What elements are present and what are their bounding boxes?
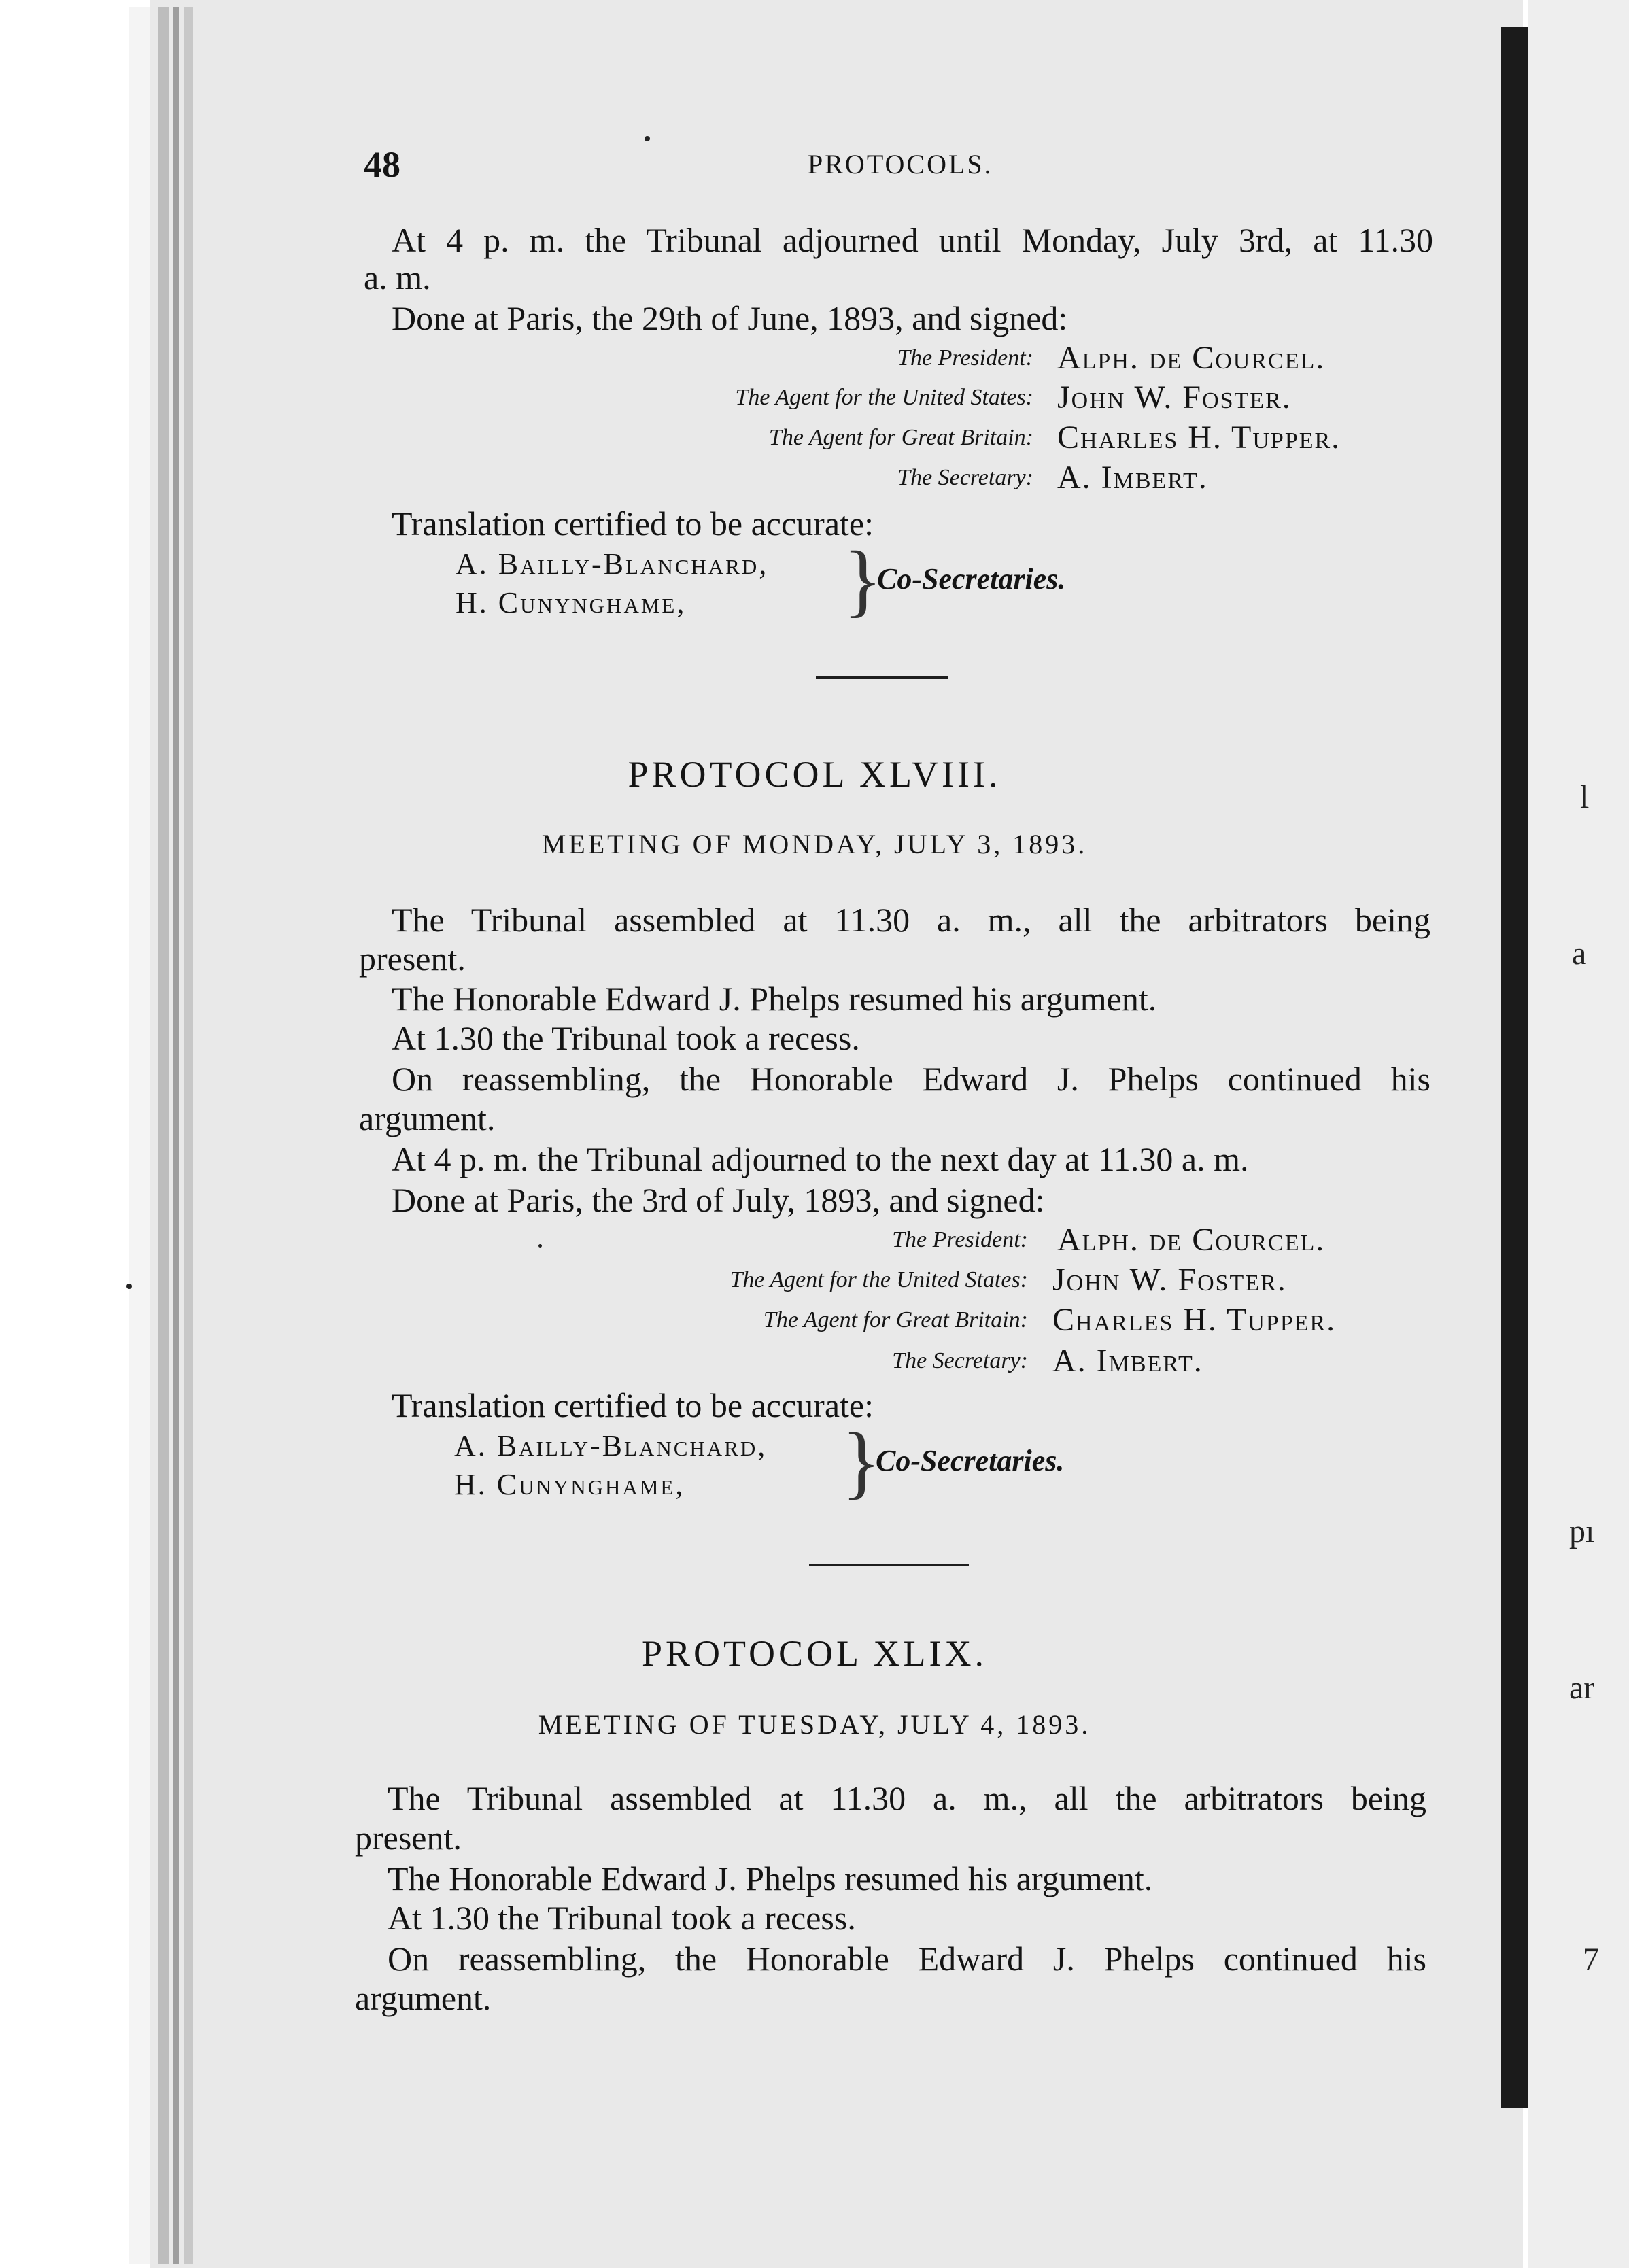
scan-speck [645, 136, 650, 141]
body-line: present. [355, 1819, 462, 1857]
co-secretary-name: H. Cunynghame, [454, 1468, 685, 1501]
signatory-role: The Agent for Great Britain: [768, 425, 1033, 450]
co-secretaries-label: Co-Secretaries. [876, 1444, 1065, 1477]
facing-page-fragment: a [1572, 935, 1587, 972]
translation-line: Translation certified to be accurate: [392, 1386, 874, 1424]
scan-speck [126, 1284, 132, 1289]
co-secretary-name: A. Bailly-Blanchard, [454, 1429, 768, 1462]
co-secretaries-label: Co-Secretaries. [877, 562, 1066, 596]
co-secretary-name: H. Cunynghame, [456, 586, 687, 619]
signatory-name: A. Imbert. [1052, 1343, 1203, 1379]
page-number: 48 [364, 144, 400, 185]
meeting-date-heading: MEETING OF TUESDAY, JULY 4, 1893. [538, 1709, 1091, 1740]
page-stack-edge [158, 7, 169, 2264]
co-secretary-name: A. Bailly-Blanchard, [456, 547, 769, 581]
facing-page-fragment: l [1580, 779, 1590, 815]
brace-glyph: } [843, 534, 882, 625]
facing-page-fragment: ar [1569, 1670, 1595, 1706]
signatory-name: A. Imbert. [1057, 460, 1208, 496]
facing-page-fragment: 7 [1583, 1942, 1599, 1978]
body-line: argument. [355, 1979, 492, 2017]
signatory-name: Charles H. Tupper. [1052, 1302, 1337, 1338]
body-line: present. [359, 940, 466, 978]
body-line: At 4 p. m. the Tribunal adjourned until Monday, July 3rd, at 11.30 [392, 221, 1433, 259]
signatory-role: The Agent for the United States: [735, 385, 1033, 410]
body-line: At 1.30 the Tribunal took a recess. [388, 1899, 856, 1937]
section-divider [809, 1564, 969, 1566]
body-line: On reassembling, the Honorable Edward J. Phelps continued his [392, 1060, 1430, 1098]
facing-page [1528, 0, 1629, 2268]
protocol-title: PROTOCOL XLVIII. [628, 754, 1001, 795]
body-line: At 1.30 the Tribunal took a recess. [392, 1019, 860, 1057]
signatory-role: The Secretary: [897, 465, 1033, 490]
signatory-role: The Secretary: [892, 1348, 1028, 1373]
book-gutter [1501, 27, 1528, 2108]
done-line: Done at Paris, the 3rd of July, 1893, and signed: [392, 1181, 1045, 1219]
signatory-name: Alph. de Courcel. [1057, 340, 1326, 376]
page-edge-shadow [129, 7, 150, 2264]
body-line: On reassembling, the Honorable Edward J. Phelps continued his [388, 1940, 1426, 1978]
body-line: The Honorable Edward J. Phelps resumed his argument. [388, 1859, 1153, 1897]
body-line: The Honorable Edward J. Phelps resumed his argument. [392, 980, 1157, 1018]
body-line: a. m. [364, 258, 431, 296]
body-line: At 4 p. m. the Tribunal adjourned to the next day at 11.30 a. m. [392, 1140, 1249, 1178]
signatory-role: The Agent for Great Britain: [763, 1307, 1028, 1333]
signatory-role: The President: [892, 1227, 1028, 1252]
facing-page-fragment: pı [1569, 1513, 1595, 1549]
signatory-name: Charles H. Tupper. [1057, 419, 1341, 456]
meeting-date-heading: MEETING OF MONDAY, JULY 3, 1893. [541, 829, 1088, 859]
signatory-role: The President: [897, 345, 1033, 371]
signatory-role: The Agent for the United States: [730, 1267, 1028, 1292]
body-line: argument. [359, 1099, 496, 1137]
body-line: The Tribunal assembled at 11.30 a. m., all the arbitrators being [392, 901, 1430, 939]
running-head: PROTOCOLS. [808, 149, 993, 179]
signatory-name: John W. Foster. [1057, 379, 1292, 415]
body-line: The Tribunal assembled at 11.30 a. m., all the arbitrators being [388, 1779, 1426, 1817]
done-line: Done at Paris, the 29th of June, 1893, and signed: [392, 299, 1068, 337]
brace-glyph: } [842, 1416, 881, 1507]
translation-line: Translation certified to be accurate: [392, 504, 874, 543]
page-stack-edge [173, 7, 179, 2264]
section-divider [816, 676, 948, 679]
signatory-name: Alph. de Courcel. [1057, 1222, 1326, 1258]
signatory-name: John W. Foster. [1052, 1262, 1287, 1298]
protocol-title: PROTOCOL XLIX. [641, 1633, 987, 1674]
page-stack-edge [184, 7, 193, 2264]
